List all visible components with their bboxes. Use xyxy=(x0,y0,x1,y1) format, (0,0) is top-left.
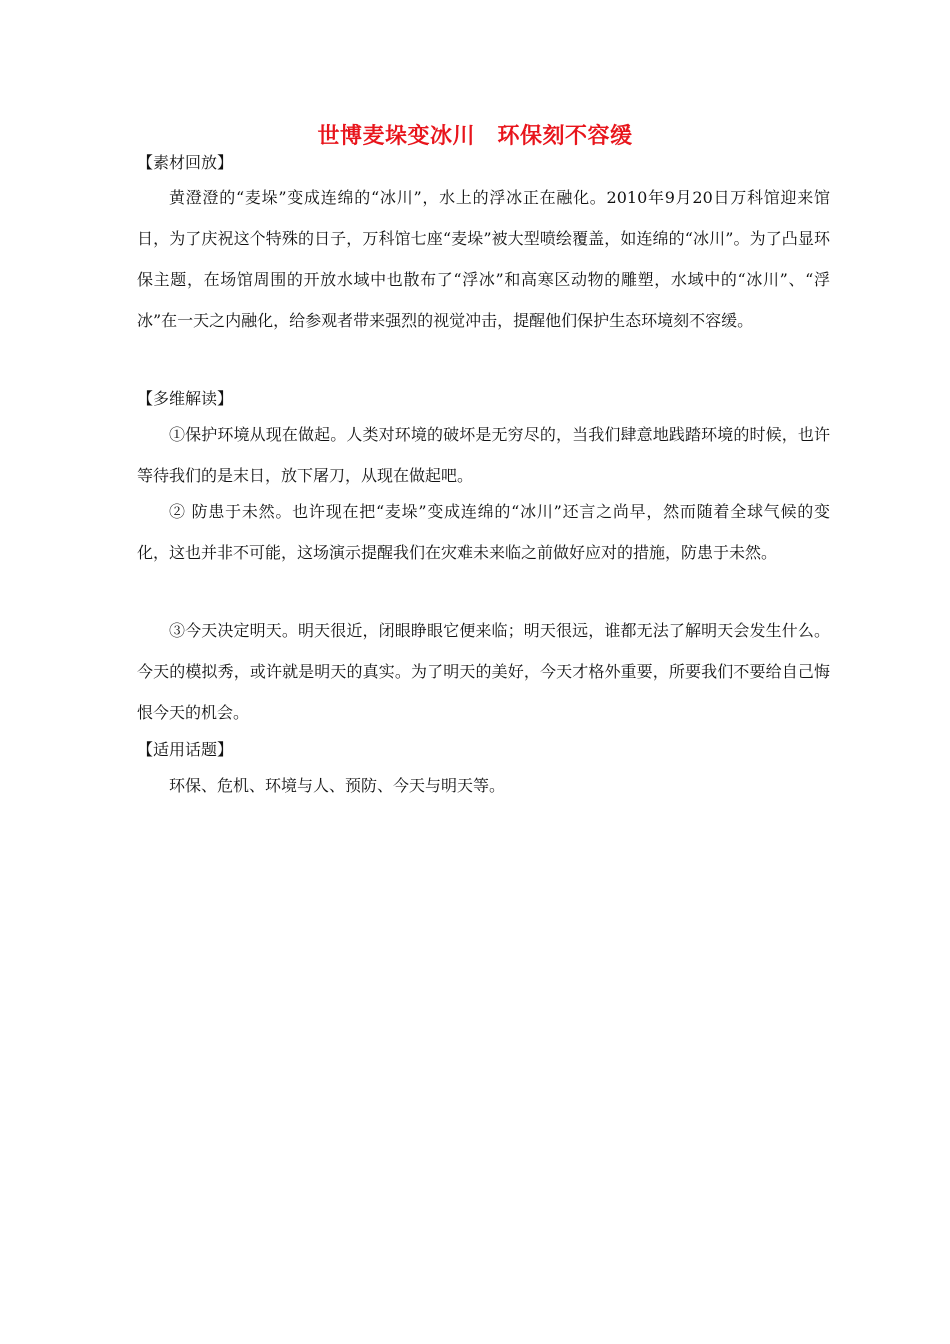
material-paragraph: 黄澄澄的“麦垛”变成连绵的“冰川”，水上的浮冰正在融化。2010年9月20日万科馆迎来馆日，为了庆祝这个特殊的日子，万科馆七座“麦垛”被大型喷绘覆盖，如连绵的“冰川”。为了凸显环保主题，在场馆周围的开放水域中也散布了“浮冰”和高寒区动物的雕塑，水域中的“冰川”、“浮冰”在一天之内融化，给参观者带来强烈的视觉冲击，提醒他们保护生态环境刻不容缓。 xyxy=(137,188,830,330)
section-heading-interpretation: 【多维解读】 xyxy=(137,389,234,408)
section-heading-material: 【素材回放】 xyxy=(137,153,234,172)
interpretation-paragraph-2: ② 防患于未然。也许现在把“麦垛”变成连绵的“冰川”还言之尚早，然而随着全球气候的变化，这也并非不可能，这场演示提醒我们在灾难未来临之前做好应对的措施，防患于未然。 xyxy=(137,502,830,562)
document-title: 世博麦垛变冰川 环保刻不容缓 xyxy=(317,123,633,149)
interpretation-paragraph-1: ①保护环境从现在做起。人类对环境的破坏是无穷尽的，当我们肆意地践踏环境的时候，也许等待我们的是末日，放下屠刀，从现在做起吧。 xyxy=(137,425,830,485)
topics-paragraph: 环保、危机、环境与人、预防、今天与明天等。 xyxy=(169,776,506,795)
interpretation-paragraph-3: ③今天决定明天。明天很近，闭眼睁眼它便来临；明天很远，谁都无法了解明天会发生什么。今天的模拟秀，或许就是明天的真实。为了明天的美好，今天才格外重要，所要我们不要给自己悔恨今天的机会。 xyxy=(137,621,830,722)
section-heading-topics: 【适用话题】 xyxy=(137,740,234,759)
